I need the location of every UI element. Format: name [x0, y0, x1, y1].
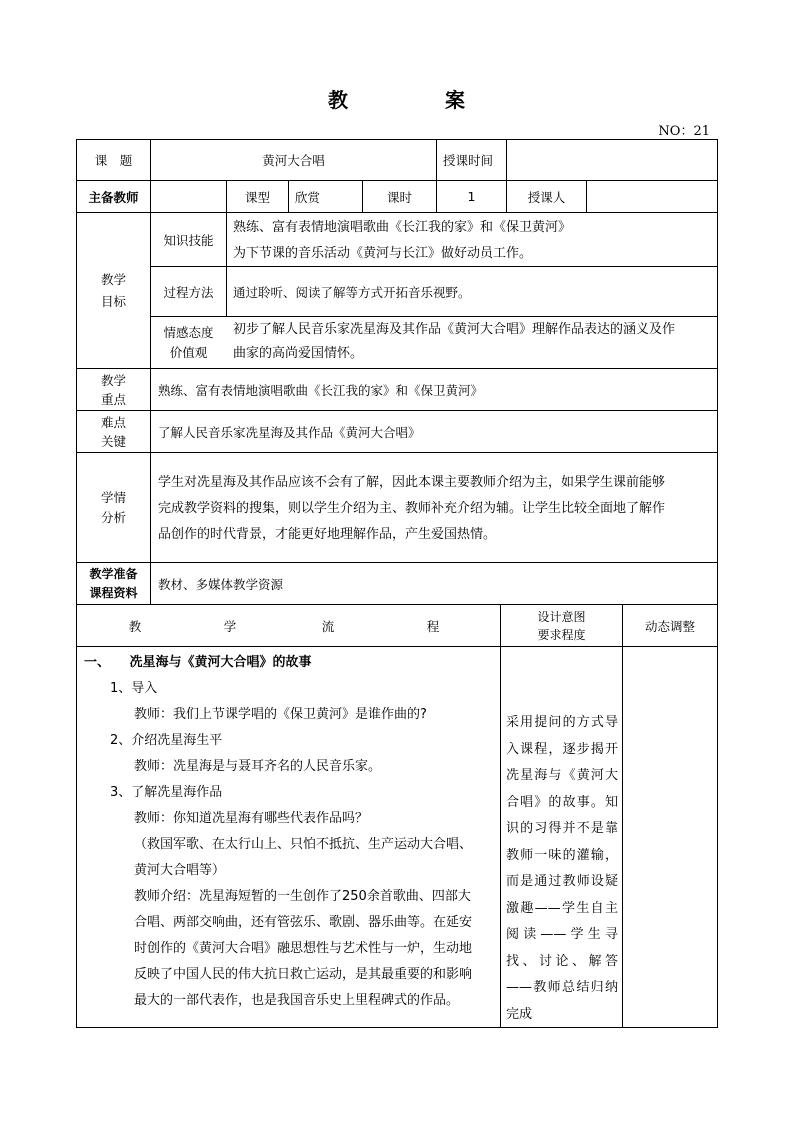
- type-label: 课型: [244, 189, 270, 205]
- flow-content: [84, 650, 472, 1014]
- knowledge-label: 知识技能: [163, 232, 214, 248]
- flow-line: 时创作的《黄河大合唱》融思想性与艺术性与一炉，生动地: [134, 941, 473, 956]
- doc-number: NO：21: [658, 124, 710, 139]
- flow-line: 反映了中国人民的伟大抗日救亡运动，是其最重要的和影响: [134, 967, 473, 982]
- flow-header-char-3: 流: [321, 618, 335, 634]
- title-right: 案: [445, 88, 466, 112]
- prep-value: 教材、多媒体教学资源: [158, 576, 284, 592]
- flow-line: 最大的一部代表作，也是我国音乐史上里程碑式的作品。: [134, 993, 460, 1008]
- flow-header-char-1: 教: [128, 618, 142, 634]
- period-label: 课时: [386, 189, 412, 205]
- flow-line: 教师：我们上节课学唱的《保卫黄河》是谁作曲的?: [134, 707, 427, 722]
- goals-label: 教学 目标: [100, 271, 126, 309]
- difficulties-value: 了解人民音乐家冼星海及其作品《黄河大合唱》: [158, 424, 421, 440]
- type-value: 欣赏: [295, 189, 321, 205]
- analysis-value: 学生对冼星海及其作品应该不会有了解，因此本课主要教师介绍为主，如果学生课前能够 完成教学资料的搜集，则以学生介绍为主、教师补充介绍为辅。让学生比较全面地了解作 品创作的时代背景，才能更好地理解作品，产生爱国热情。: [158, 475, 666, 542]
- topic-value: 黄河大合唱: [262, 153, 325, 168]
- knowledge-value: 熟练、富有表情地演唱歌曲《长江我的家》和《保卫黄河》 为下节课的音乐活动《黄河与长江》做好动员工作。: [233, 220, 572, 261]
- flow-line: （救国军歌、在太行山上、只怕不抵抗、生产运动大合唱、: [134, 837, 473, 852]
- key-points-label: 教学 重点: [100, 372, 126, 407]
- flow-line: 3、了解冼星海作品: [110, 785, 223, 800]
- analysis-label: 学情 分析: [100, 489, 126, 525]
- page-title: [0, 84, 794, 113]
- flow-header-char-2: 学: [223, 618, 237, 634]
- difficulties-label: 难点 关键: [100, 414, 126, 449]
- flow-line: 2、介绍冼星海生平: [110, 733, 223, 748]
- flow-line: 教师：冼星海是与聂耳齐名的人民音乐家。: [134, 759, 382, 774]
- teacher-value[interactable]: [151, 181, 226, 212]
- lecturer-value[interactable]: [587, 181, 717, 212]
- process-value: 通过聆听、阅读了解等方式开拓音乐视野。: [233, 284, 471, 300]
- flow-line: 教师：你知道冼星海有哪些代表作品吗？: [134, 811, 369, 826]
- lecturer-label: 授课人: [527, 189, 566, 205]
- time-value[interactable]: [507, 140, 717, 180]
- flow-line: 合唱、两部交响曲，还有管弦乐、歌剧、器乐曲等。在延安: [134, 915, 473, 930]
- dynamic-adjust-header: 动态调整: [644, 618, 695, 634]
- prep-label: 教学准备 课程资料: [89, 566, 138, 600]
- key-points-value: 熟练、富有表情地演唱歌曲《长江我的家》和《保卫黄河》: [158, 382, 484, 398]
- time-label: 授课时间: [443, 153, 494, 168]
- design-intent-note: 采用提问的方式导入课程，逐步揭开冼星海与《黄河大合唱》的故事。知识的习得并不是靠教师一味的灌输，而是通过教师设疑激趣——学生自主阅读——学生寻找、讨论、解答——教师总结归纳完成: [506, 715, 618, 1022]
- process-label: 过程方法: [163, 284, 214, 300]
- flow-line: 黄河大合唱等）: [134, 863, 226, 878]
- flow-header-char-4: 程: [426, 618, 440, 634]
- design-intent-header: 设计意图 要求程度: [537, 609, 586, 642]
- period-value: 1: [467, 189, 476, 204]
- flow-line: 1、导入: [110, 681, 158, 696]
- flow-line: 一、 冼星海与《黄河大合唱》的故事: [84, 655, 312, 670]
- topic-label: 课 题: [94, 153, 133, 168]
- teacher-label: 主备教师: [88, 189, 139, 205]
- flow-line: 教师介绍：冼星海短暂的一生创作了250余首歌曲、四部大: [134, 889, 471, 904]
- emotion-label: 情感态度 价值观: [163, 324, 214, 360]
- emotion-value: 初步了解人民音乐家冼星海及其作品《黄河大合唱》理解作品表达的涵义及作 曲家的高尚爱国情怀。: [233, 322, 676, 361]
- title-left: 教: [328, 88, 349, 112]
